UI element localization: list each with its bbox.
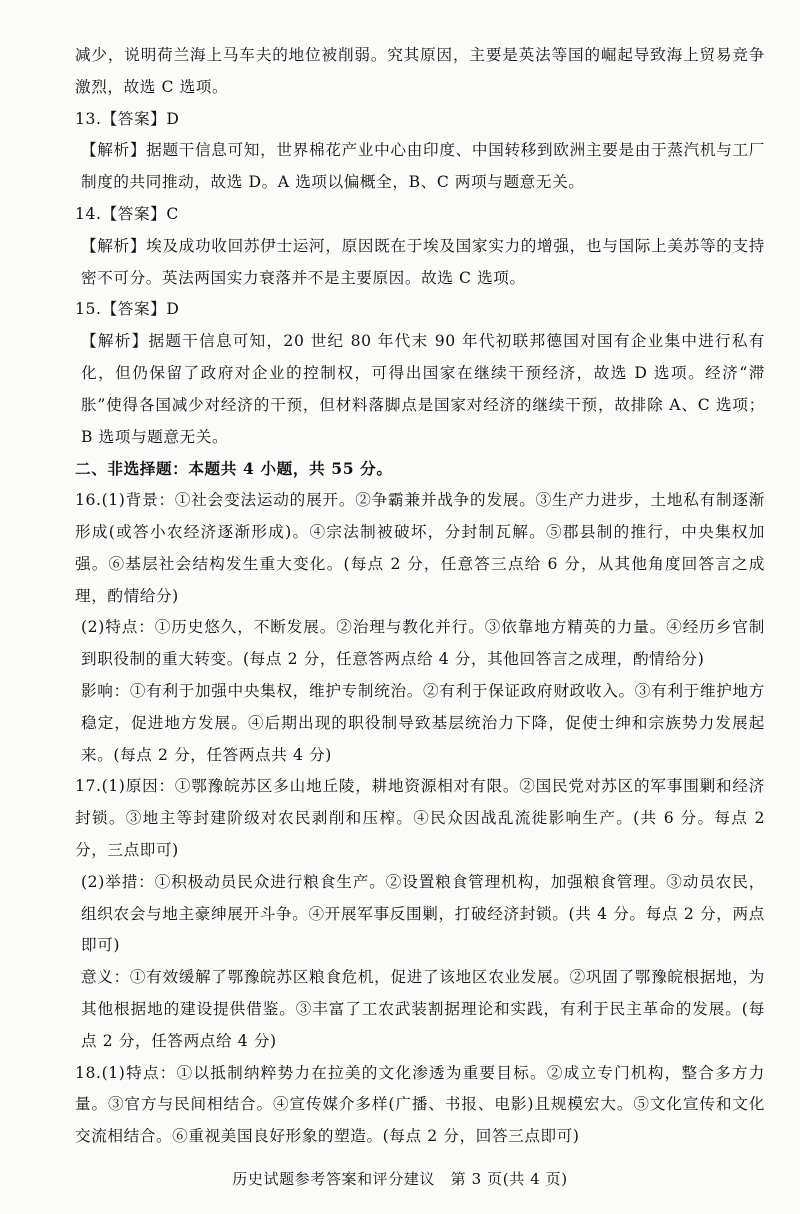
page-footer: 历史试题参考答案和评分建议 第 3 页(共 4 页) bbox=[232, 1170, 568, 1188]
q16-part2-impact: 影响：①有利于加强中央集权，维护专制统治。②有利于保证政府财政收入。③有利于维护地方稳定，促进地方发展。④后期出现的职役制导致基层统治力下降，促使士绅和宗族势力发展起来。(每点 2 分，任答两点共 4 分) bbox=[81, 681, 765, 764]
answer-content bbox=[75, 40, 765, 1153]
q14-answer: 14.【答案】C bbox=[75, 204, 179, 223]
q12-explanation-continued: 减少，说明荷兰海上马车夫的地位被削弱。究其原因，主要是英法等国的崛起导致海上贸易竞争激烈，故选 C 选项。 bbox=[75, 46, 765, 96]
q16-part1: 16.(1)背景：①社会变法运动的展开。②争霸兼并战争的发展。③生产力进步，土地私有制逐渐形成(或答小农经济逐渐形成)。④宗法制被破坏，分封制瓦解。⑤郡县制的推行，中央集权加强。⑥基层社会结构发生重大变化。(每点 2 分，任意答三点给 6 分，从其他角度回答言之成理，酌情给分) bbox=[75, 491, 765, 605]
q18-part1: 18.(1)特点：①以抵制纳粹势力在拉美的文化渗透为重要目标。②成立专门机构，整合多方力量。③官方与民间相结合。④宣传媒介多样(广播、书报、电影)且规模宏大。⑤文化宣传和文化交流相结合。⑥重视美国良好形象的塑造。(每点 2 分，回答三点即可) bbox=[75, 1063, 765, 1146]
section-heading: 二、非选择题：本题共 4 小题，共 55 分。 bbox=[75, 459, 393, 479]
q17-part2-measures: (2)举措：①积极动员民众进行粮食生产。②设置粮食管理机构，加强粮食管理。③动员农民，组织农会与地主豪绅展开斗争。④开展军事反围剿，打破经济封锁。(共 4 分。每点 2 分，两点即可) bbox=[81, 872, 765, 955]
q14-explanation: 【解析】埃及成功收回苏伊士运河，原因既在于埃及国家实力的增强，也与国际上美苏等的支持密不可分。英法两国实力衰落并不是主要原因。故选 C 选项。 bbox=[81, 236, 765, 287]
q17-part1: 17.(1)原因：①鄂豫皖苏区多山地丘陵，耕地资源相对有限。②国民党对苏区的军事围剿和经济封锁。③地主等封建阶级对农民剥削和压榨。④民众因战乱流徙影响生产。(共 6 分。每点 2 分，三点即可) bbox=[75, 777, 765, 859]
q13-answer: 13.【答案】D bbox=[75, 109, 180, 128]
q15-explanation: 【解析】据题干信息可知，20 世纪 80 年代末 90 年代初联邦德国对国有企业集中进行私有化，但仍保留了政府对企业的控制权，可得出国家在继续干预经济，故选 D 选项。经济“滞胀”使得各国减少对经济的干预，但材料落脚点是国家对经济的继续干预，故排除 A、C 选项；B 选项与题意无关。 bbox=[81, 332, 765, 446]
q13-explanation: 【解析】据题干信息可知，世界棉花产业中心由印度、中国转移到欧洲主要是由于蒸汽机与工厂制度的共同推动，故选 D。A 选项以偏概全，B、C 两项与题意无关。 bbox=[81, 141, 765, 192]
q17-part2-significance: 意义：①有效缓解了鄂豫皖苏区粮食危机，促进了该地区农业发展。②巩固了鄂豫皖根据地，为其他根据地的建设提供借鉴。③丰富了工农武装割据理论和实践，有利于民主革命的发展。(每点 2 分，任答两点给 4 分) bbox=[81, 968, 765, 1050]
q16-part2-features: (2)特点：①历史悠久，不断发展。②治理与教化并行。③依靠地方精英的力量。④经历乡官制到职役制的重大转变。(每点 2 分，任意答两点给 4 分，其他回答言之成理，酌情给分) bbox=[81, 618, 765, 669]
q15-answer: 15.【答案】D bbox=[75, 300, 180, 319]
